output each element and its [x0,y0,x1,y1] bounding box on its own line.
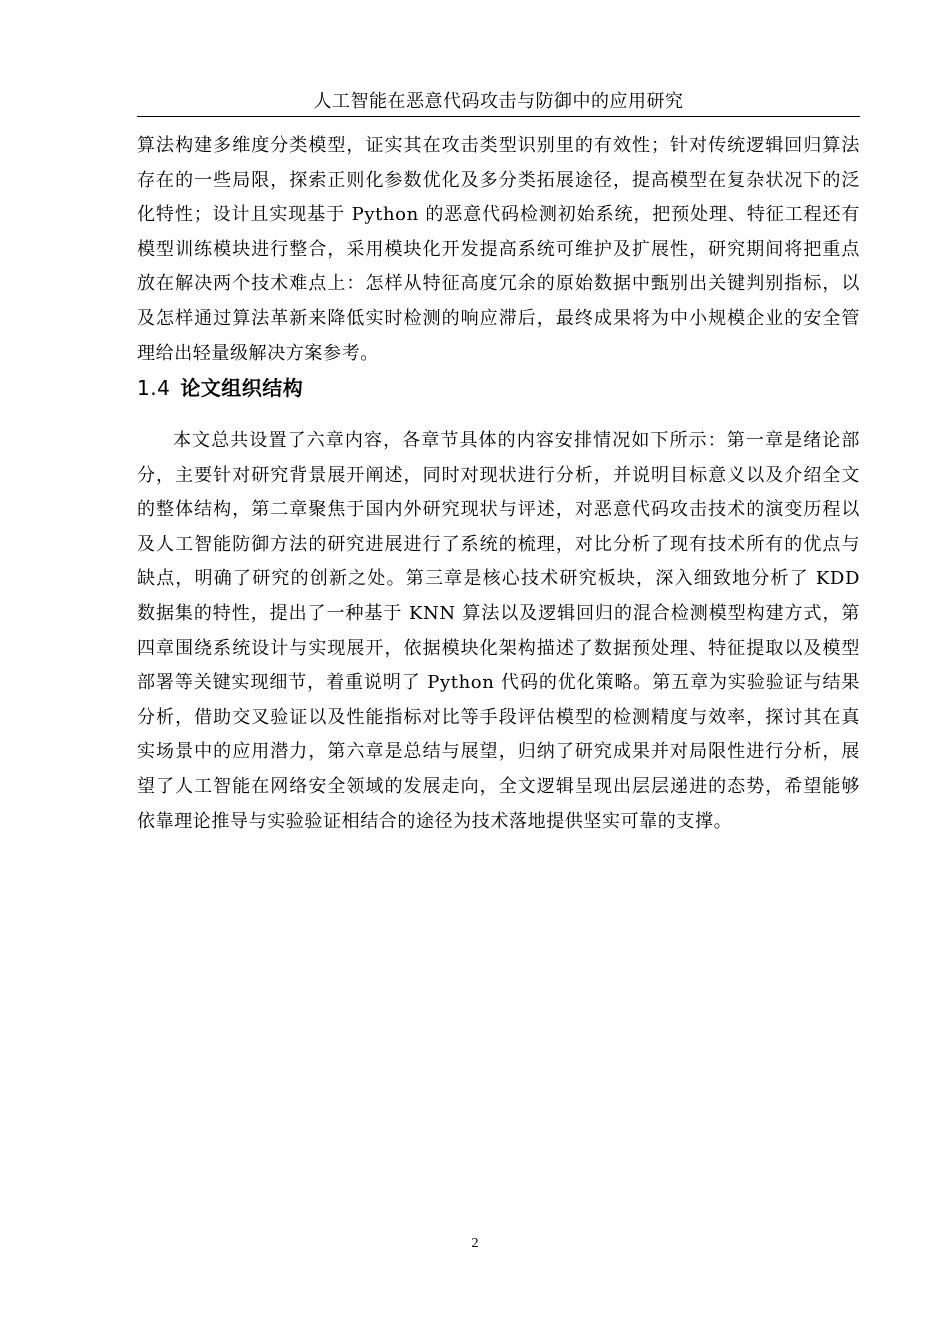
section-heading [137,373,303,403]
paragraph: 算法构建多维度分类模型，证实其在攻击类型识别里的有效性；针对传统逻辑回归算法存在的一些局限，探索正则化参数优化及多分类拓展途径，提高模型在复杂状况下的泛化特性；设计且实现基于 Python 的恶意代码检测初始系统，把预处理、特征工程还有模型训练模块进行整合，采用模块化开发提高系统可维护及扩展性，研究期间将把重点放在解决两个技术难点上：怎样从特征高度冗余的原始数据中甄别出关键判别指标，以及怎样通过算法革新来降低实时检测的响应滞后，最终成果将为中小规模企业的安全管理给出轻量级解决方案参考。 [137,135,860,364]
running-header: 人工智能在恶意代码攻击与防御中的应用研究 [313,91,684,112]
header-divider [137,116,860,117]
paragraph: 本文总共设置了六章内容，各章节具体的内容安排情况如下所示：第一章是绪论部分，主要针对研究背景展开阐述，同时对现状进行分析，并说明目标意义以及介绍全文的整体结构，第二章聚焦于国内外研究现状与评述，对恶意代码攻击技术的演变历程以及人工智能防御方法的研究进展进行了系统的梳理，对比分析了现有技术所有的优点与缺点，明确了研究的创新之处。第三章是核心技术研究板块，深入细致地分析了 KDD 数据集的特性，提出了一种基于 KNN 算法以及逻辑回归的混合检测模型构建方式，第四章围绕系统设计与实现展开，依据模块化架构描述了数据预处理、特征提取以及模型部署等关键实现细节，着重说明了 Python 代码的优化策略。第五章为实验验证与结果分析，借助交叉验证以及性能指标对比等手段评估模型的检测精度与效率，探讨其在真实场景中的应用潜力，第六章是总结与展望，归纳了研究成果并对局限性进行分析，展望了人工智能在网络安全领域的发展走向，全文逻辑呈现出层层递进的态势，希望能够依靠理论推导与实验验证相结合的途径为技术落地提供坚实可靠的支撑。 [137,430,860,832]
section-title: 论文组织结构 [180,376,304,400]
page-number: 2 [471,1236,479,1251]
section-number: 1.4 [137,376,171,400]
